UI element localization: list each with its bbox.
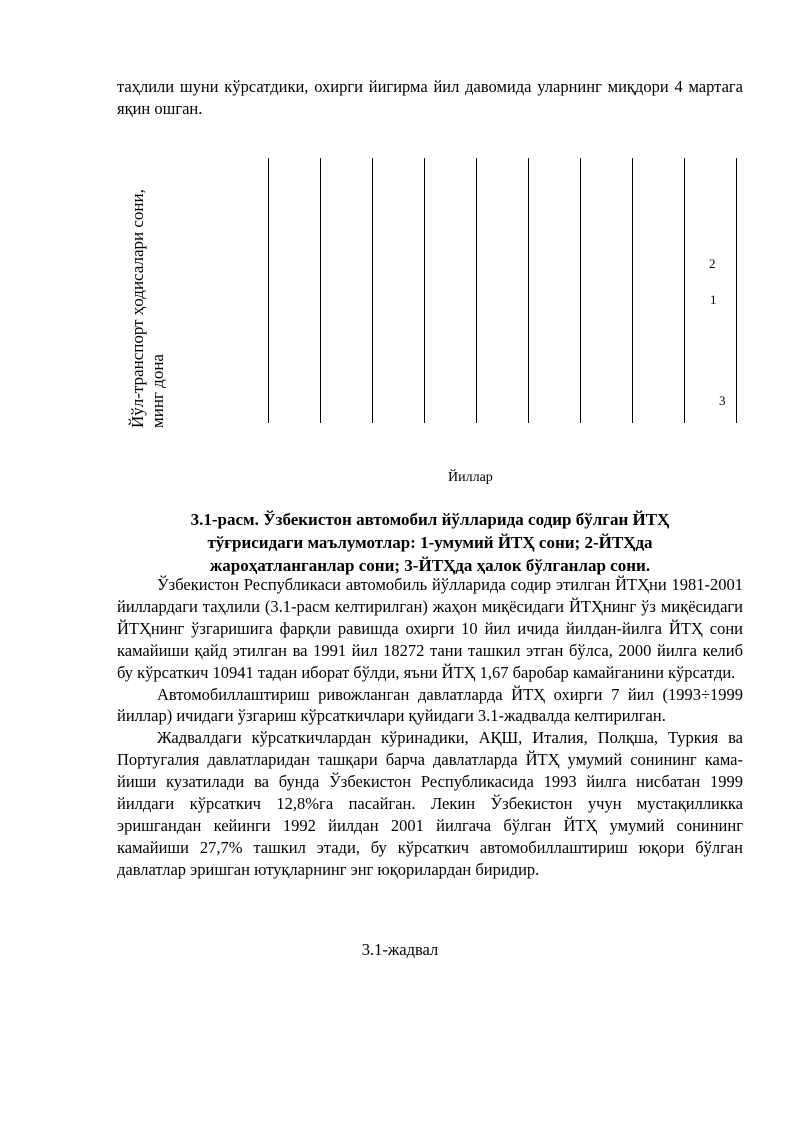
grid-line <box>268 158 269 423</box>
grid-line <box>632 158 633 423</box>
grid-line <box>320 158 321 423</box>
x-axis-label: Йиллар <box>448 470 493 485</box>
grid-line <box>476 158 477 423</box>
paragraph: Автомобиллаштириш ривожланган давлатларда ЙТҲ охирги 7 йил (1993÷1999 йиллар) ичидаги ўзгариш кўрсаткичлари қуйидаги 3.1-жадвалда келтирилган. <box>117 684 743 726</box>
grid-line <box>424 158 425 423</box>
figure-caption: 3.1-расм. Ўзбекистон автомобил йўлларида содир бўлган ЙТҲ тўғрисидаги маълумотлар: 1-умумий ЙТҲ сони; 2-ЙТҲда жароҳатланганлар сони; 3-ЙТҲда ҳалок бўлганлар сони. <box>190 510 670 575</box>
y-axis-label-line1: Йўл-транспорт ҳодисалари сони, <box>128 189 147 428</box>
series-label-2: 2 <box>709 256 716 271</box>
grid-line <box>736 158 737 423</box>
paragraph: Жадвалдаги кўрсаткичлардан кўринадики, АҚШ, Италия, Полқша, Туркия ва Португалия давлатларидан ташқари барча давлатларда ЙТҲ умумий сонининг кама-йиши кузатилади ва бунда Ўзбекистон Республикасида 1993 йилга нисбатан 1999 йилдаги кўрсаткич 12,8%га пасайган. Лекин Ўзбекистон учун мустақилликка эришгандан кейинги 1992 йилдан 2001 йилгача бўлган ЙТҲ умумий сонининг камайиши 27,7% ташкил этади, бу кўрсаткич автомобиллаштириш юқори бўлган давлатлар эришган ютуқларнинг энг юқорилардан биридир. <box>117 728 743 879</box>
grid-line <box>528 158 529 423</box>
y-axis-label-clip <box>128 150 168 430</box>
series-label-1: 1 <box>710 292 717 307</box>
series-label-3: 3 <box>719 393 726 408</box>
grid-line <box>372 158 373 423</box>
grid-line <box>580 158 581 423</box>
chart-figure <box>0 0 800 500</box>
paragraph: Ўзбекистон Республикаси автомобиль йўлларида содир этилган ЙТҲни 1981-2001 йиллардаги таҳлили (3.1-расм келтирилган) жаҳон миқёсидаги ЙТҲнинг ўз миқёсидаги ЙТҲнинг ўзгаришига фарқли равишда охирги 10 йил ичида йилдан-йилга ЙТҲ сони камайиши қайд этилган ва 1991 йил 18272 тани ташкил этган бўлса, 2000 йилга келиб бу кўрсаткич 10941 тадан иборат бўлди, яъни ЙТҲ 1,67 баробар камайганини кўрсатди. <box>117 575 743 682</box>
y-axis-label <box>128 189 168 428</box>
intro-paragraph: таҳлили шуни кўрсатдики, охирги йигирма йил давомида уларнинг миқдори 4 мартага яқин ошган. <box>117 77 743 118</box>
body-text <box>117 574 743 881</box>
y-axis-label-line2: минг дона <box>148 354 167 428</box>
grid-line <box>684 158 685 423</box>
table-label: 3.1-жадвал <box>361 940 439 959</box>
